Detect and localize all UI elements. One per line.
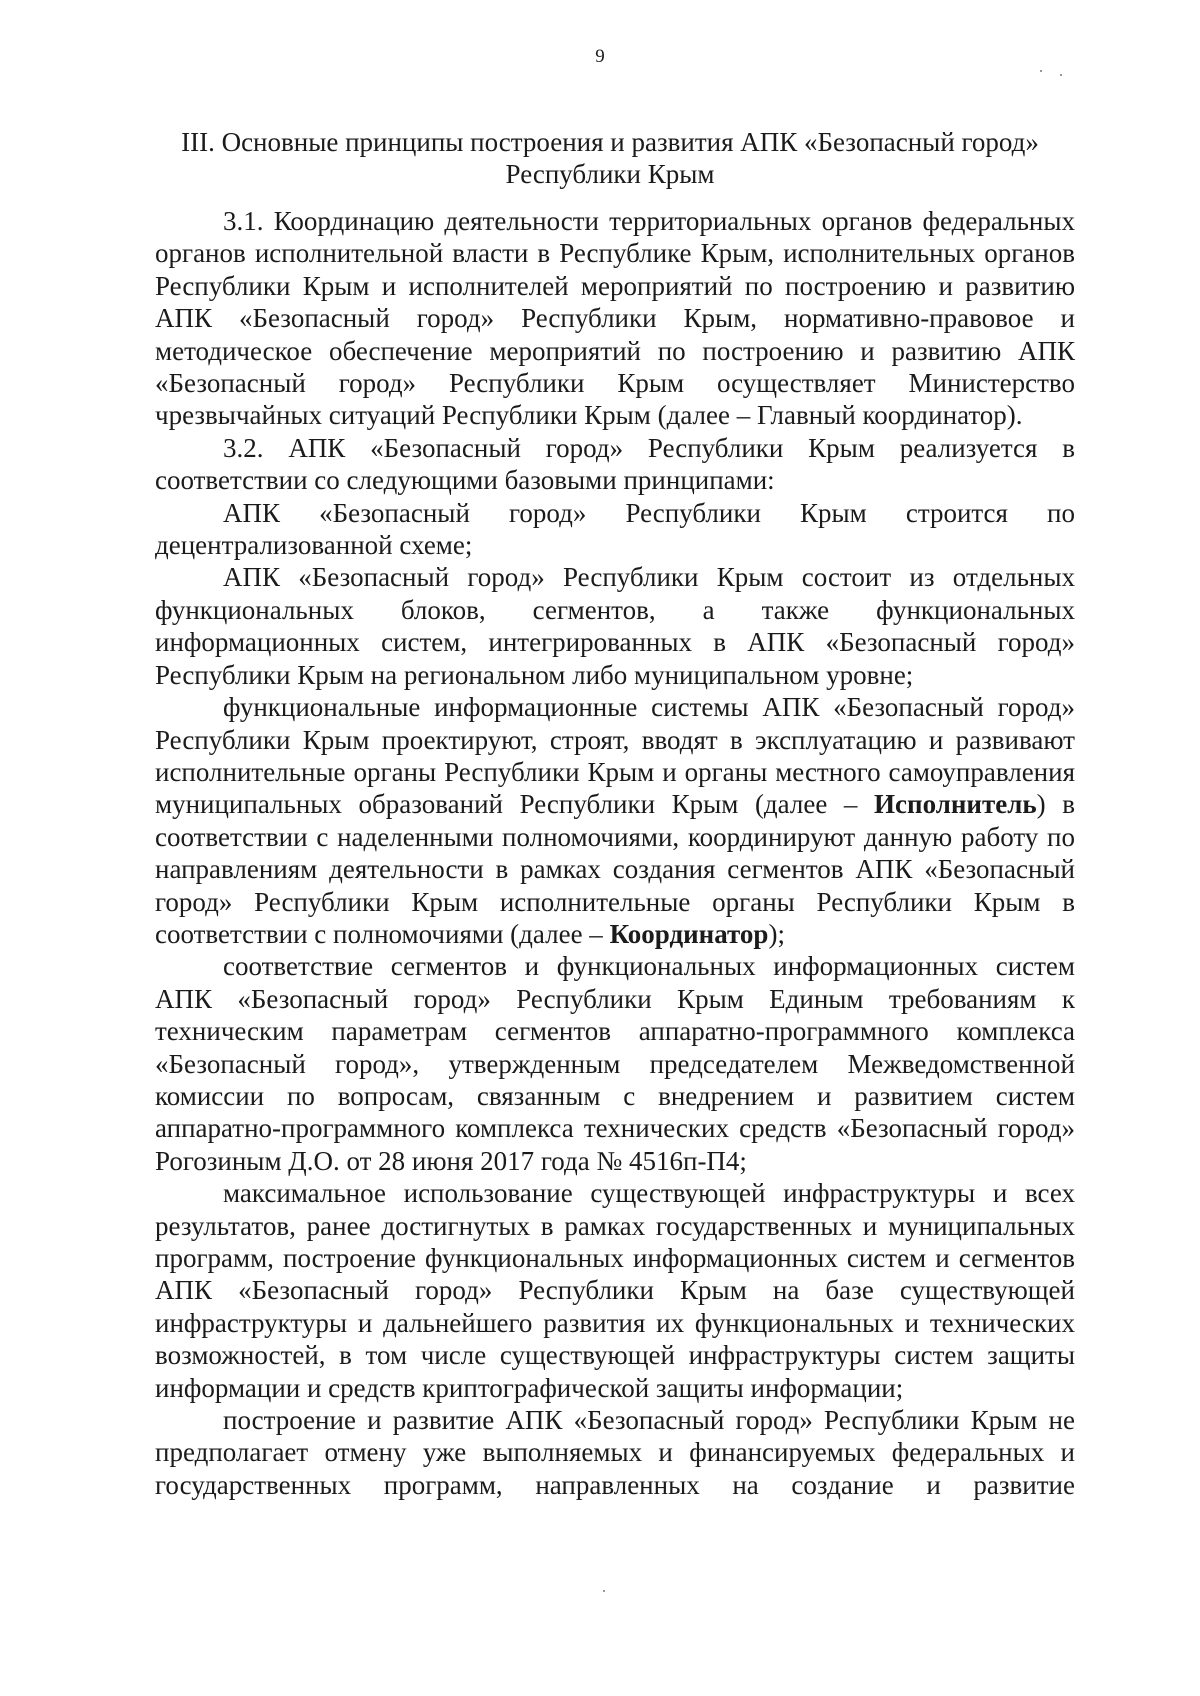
- executor-term: Исполнитель: [874, 789, 1037, 820]
- principle-decentralized: АПК «Безопасный город» Республики Крым строится по децентрализованной схеме;: [155, 497, 1075, 561]
- principle-requirements: соответствие сегментов и функциональных информационных систем АПК «Безопасный город» Республики Крым Единым требованиям к техническим параметрам сегментов аппаратно-программного комплекса «Безопасный город», утвержденным председателем Межведомственной комиссии по вопросам, связанным с внедрением и развитием систем аппаратно-программного комплекса технических средств «Безопасный город» Рогозиным Д.О. от 28 июня 2017 года № 4516п-П4;: [155, 951, 1075, 1176]
- page-number: 9: [595, 46, 605, 67]
- executor-text-before: функциональные информационные системы АПК «Безопасный город» Республики Крым проектируют, строят, вводят в эксплуатацию и развивают исполнительные органы Республики Крым и органы местного самоуправления муниципальных образований Республики Крым (далее –: [155, 692, 1075, 820]
- coordinator-term: Координатор: [609, 918, 769, 949]
- scan-speck: [603, 1590, 605, 1592]
- scan-speck: [1060, 74, 1062, 76]
- paragraph-3-2: 3.2. АПК «Безопасный город» Республики Крым реализуется в соответствии со следующими базовыми принципами:: [155, 432, 1075, 496]
- principle-blocks: АПК «Безопасный город» Республики Крым состоит из отдельных функциональных блоков, сегментов, а также функциональных информационных систем, интегрированных в АПК «Безопасный город» Республики Крым на региональном либо муниципальном уровне;: [155, 562, 1075, 690]
- paragraph-3-1: 3.1. Координацию деятельности территориальных органов федеральных органов исполнительной власти в Республике Крым, исполнительных органов Республики Крым и исполнителей мероприятий по построению и развитию АПК «Безопасный город» Республики Крым, нормативно-правовое и методическое обеспечение мероприятий по построению и развитию АПК «Безопасный город» Республики Крым осуществляет Министерство чрезвычайных ситуаций Республики Крым (далее – Главный координатор).: [155, 206, 1075, 431]
- executor-text-after: );: [768, 918, 785, 949]
- heading-line-2: Республики Крым: [505, 159, 715, 189]
- principle-executor: [155, 691, 1075, 950]
- executor-text-middle: ) в соответствии с наделенными полномочиями, координируют данную работу по направлениям деятельности в рамках создания сегментов АПК «Безопасный город» Республики Крым исполнительные органы Республики Крым в соответствии с полномочиями (далее –: [155, 789, 1075, 949]
- heading-line-1: III. Основные принципы построения и развития АПК «Безопасный город»: [181, 127, 1039, 157]
- scan-speck: [1040, 70, 1042, 72]
- principle-programs: построение и развитие АПК «Безопасный город» Республики Крым не предполагает отмену уже выполняемых и финансируемых федеральных и государственных программ, направленных на создание и развитие: [155, 1405, 1075, 1500]
- principle-infrastructure: максимальное использование существующей инфраструктуры и всех результатов, ранее достигнутых в рамках государственных и муниципальных программ, построение функциональных информационных систем и сегментов АПК «Безопасный город» Республики Крым на базе существующей инфраструктуры и дальнейшего развития их функциональных и технических возможностей, в том числе существующей инфраструктуры систем защиты информации и средств криптографической защиты информации;: [155, 1178, 1075, 1403]
- section-heading: [140, 126, 1080, 190]
- document-body: [155, 205, 1075, 1501]
